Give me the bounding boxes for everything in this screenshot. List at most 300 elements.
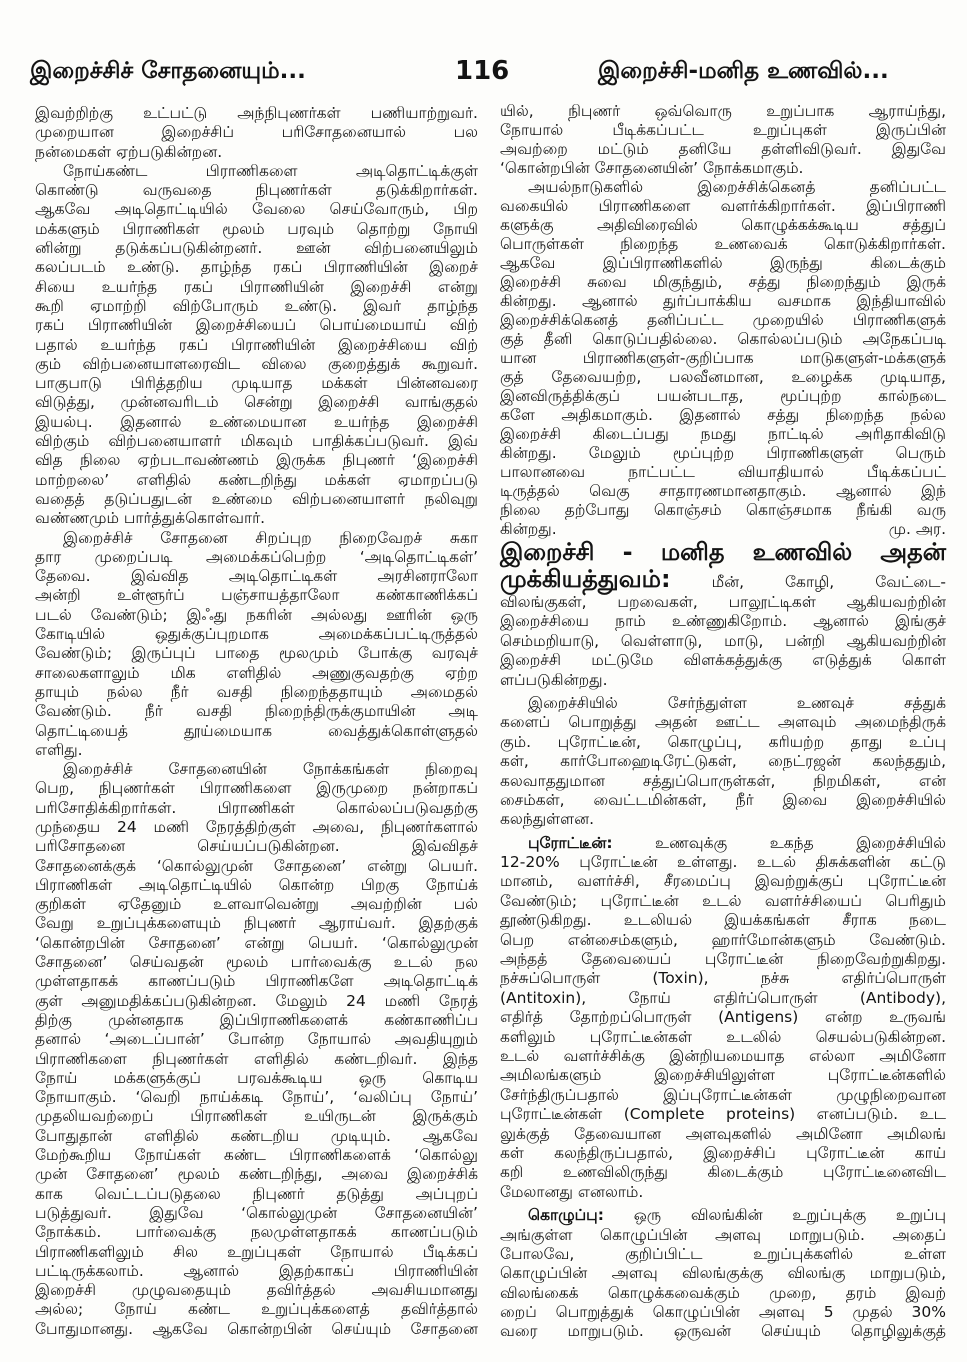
text-line xyxy=(35,972,478,991)
line-text xyxy=(35,567,478,586)
author-initials: மு. அர. xyxy=(888,520,946,538)
line-content: கறி உணவிலிருந்து கிடைக்கும் புரோட்டீனைவிட xyxy=(500,1163,946,1182)
line-content: கொண்டு வருவதை நிபுணர்கள் தடுக்கிறார்கள். xyxy=(35,181,478,200)
text-line xyxy=(35,914,478,933)
line-content: அல்ல; நோய் கண்ட உறுப்புக்களைத் தவிர்த்தால் xyxy=(35,1300,478,1319)
text-line xyxy=(500,950,946,969)
text-line xyxy=(500,482,946,501)
line-text xyxy=(35,1107,478,1126)
line-content: தார முறைப்படி அமைக்கப்பெற்ற ‘அடிதொட்டிகள்’ xyxy=(35,547,478,566)
line-content: நோய் மக்களுக்குப் பரவக்கூடிய ஒரு கொடிய xyxy=(35,1068,478,1087)
line-content: இறைச்சி முழுவதையும் தவிர்த்தல் அவசியமானது xyxy=(35,1281,478,1300)
text-line xyxy=(35,1204,478,1223)
text-line xyxy=(35,297,478,316)
line-text xyxy=(528,1206,946,1225)
run-in-heading: புரோட்டீன்: xyxy=(528,833,613,852)
line-content: கலப்படம் உண்டு. தாழ்ந்த ரகப் பிராணியின் இறைச் xyxy=(35,258,478,277)
text-line xyxy=(500,121,946,140)
text-line xyxy=(35,393,478,412)
text-line xyxy=(500,632,946,651)
line-content: அயல்நாடுகளில் இறைச்சிக்கெனத் தனிப்பட்ட xyxy=(528,178,946,196)
text-line xyxy=(35,702,478,721)
line-text xyxy=(35,548,478,567)
line-content: இறைச்சி சுவை மிகுந்தும், சத்து நிறைந்தும் இருக் xyxy=(500,273,946,291)
text-line xyxy=(35,722,478,741)
text-line xyxy=(35,258,478,277)
line-content: ரகப் பிராணியின் இறைச்சியைப் பொய்மையாய் விற் xyxy=(35,316,478,335)
text-line xyxy=(500,989,946,1008)
text-line xyxy=(35,1088,478,1107)
line-content: வேறு உறுப்புக்களையும் நிபுணர் ஆராய்வர். இதற்குக் xyxy=(35,914,478,933)
line-text xyxy=(500,593,946,612)
line-text xyxy=(500,950,946,969)
line-text xyxy=(500,1163,946,1182)
line-text xyxy=(35,992,478,1011)
text-line xyxy=(500,387,946,406)
paragraph xyxy=(35,104,478,162)
line-text xyxy=(35,393,478,412)
line-content: பெற, நிபுணர்கள் பிராணிகளை இருமுறை நன்றாகப் xyxy=(35,779,478,798)
line-text xyxy=(63,529,478,548)
section-heading-text: இறைச்சி - மனித உணவில் அதன் xyxy=(500,538,946,566)
line-text xyxy=(500,1264,946,1283)
line-text xyxy=(500,444,946,463)
line-content: யில், நிபுணர் ஒவ்வொரு உறுப்பாக ஆராய்ந்து, xyxy=(500,102,946,120)
line-content: மானம், வளர்ச்சி, சீரமைப்பு இவற்றுக்குப் புரோட்டீன் xyxy=(500,872,946,891)
line-text xyxy=(500,159,803,178)
text-line xyxy=(500,1303,946,1322)
text-line xyxy=(35,1281,478,1300)
text-line xyxy=(35,1165,478,1184)
line-text xyxy=(35,818,478,837)
line-text xyxy=(500,1008,946,1027)
line-text xyxy=(35,490,478,509)
line-content: நோயாகும். ‘வெறி நாய்க்கடி நோய்’, ‘வலிப்பு நோய்’ xyxy=(35,1088,478,1107)
line-text xyxy=(500,1226,946,1245)
line-content: அவற்றை மட்டும் தனியே தள்ளிவிடுவர். இதுவே xyxy=(500,140,946,158)
text-line xyxy=(35,625,478,644)
text-line xyxy=(35,741,478,760)
text-line xyxy=(35,471,478,490)
line-text xyxy=(35,374,478,393)
text-line xyxy=(500,969,946,988)
text-line xyxy=(500,425,946,444)
line-content: படல் வேண்டும்; இஃது நகரின் அல்லது ஊரின் ஒரு xyxy=(35,605,478,624)
text-line xyxy=(35,1011,478,1030)
paragraph xyxy=(500,1206,946,1342)
text-line xyxy=(500,406,946,425)
line-content: புரோட்டீன்கள் (Complete proteins) எனப்படும். உட xyxy=(500,1105,946,1124)
line-content: கலவாததுமான சத்துப்பொருள்கள், நிறமிகள், என் xyxy=(500,771,946,790)
text-line xyxy=(35,355,478,374)
text-line xyxy=(500,1066,946,1085)
line-text xyxy=(35,239,478,258)
text-line xyxy=(500,1105,946,1124)
line-content: சேர்ந்திருப்பதால் இப்புரோட்டீன்கள் முழுநிறைவான xyxy=(500,1085,946,1104)
line-content: சோதனை’ செய்வதன் மூலம் பார்வைக்கு உடல் நல xyxy=(35,953,478,972)
line-text xyxy=(35,278,478,297)
line-content: இறைச்சிச் சோதனையின் நோக்கங்கள் நிறைவு xyxy=(63,760,478,779)
left-column xyxy=(35,104,478,1339)
text-line xyxy=(500,1163,946,1182)
line-content: இறைச்சியை நாம் உண்ணுகிறோம். ஆனால் இங்குச் xyxy=(500,612,946,631)
paragraph xyxy=(500,178,946,539)
line-content: வேண்டும்; புரோட்டீன் உடல் வளர்ச்சியைப் பெரிதும் xyxy=(500,891,946,910)
text-line xyxy=(500,810,946,829)
line-text xyxy=(500,463,946,482)
line-text xyxy=(500,102,946,121)
line-text xyxy=(500,235,946,254)
line-text xyxy=(500,1322,946,1341)
text-line xyxy=(35,1146,478,1165)
text-line xyxy=(35,278,478,297)
text-line xyxy=(500,1206,946,1225)
line-text xyxy=(500,713,946,732)
line-text xyxy=(500,752,946,771)
text-line xyxy=(500,216,946,235)
text-line xyxy=(35,857,478,876)
text-line xyxy=(500,593,946,612)
section-heading xyxy=(500,539,946,566)
line-text xyxy=(35,1262,478,1281)
line-text xyxy=(500,482,946,501)
text-line xyxy=(35,451,478,470)
line-text xyxy=(500,810,594,829)
line-content: நச்சுப்பொருள் (Toxin), நச்சு எதிர்ப்பொருள் xyxy=(500,969,946,988)
line-content: முறையான இறைச்சிப் பரிசோதனையால் பல xyxy=(35,123,478,142)
line-text xyxy=(500,1047,946,1066)
line-text xyxy=(35,953,478,972)
line-content: தாயும் நல்ல நீர் வசதி நிறைந்ததாயும் அமைதல் xyxy=(35,682,478,701)
line-content: வதைத் தடுப்பதுடன் உண்மை விற்பனையாளர் நலிவுறு xyxy=(35,489,478,508)
text-line xyxy=(500,1226,946,1245)
run-in-heading: கொழுப்பு: xyxy=(528,1206,604,1225)
text-line xyxy=(35,548,478,567)
text-line xyxy=(35,239,478,258)
line-text xyxy=(35,895,478,914)
text-line xyxy=(35,837,478,856)
paragraph xyxy=(500,102,946,178)
line-text xyxy=(63,760,478,779)
line-text xyxy=(35,200,478,219)
line-content: சாலைகளாலும் மிக எளிதில் அணுகுவதற்கு ஏற்ற xyxy=(35,663,478,682)
line-text xyxy=(500,1125,946,1144)
line-content: கோடியில் ஒதுக்குப்புறமாக அமைக்கப்பட்டிருத்தல் xyxy=(35,625,478,644)
line-text xyxy=(500,1303,946,1322)
line-content: கின்றது. மேலும் மூப்புற்ற பிராணிகளுள் பெரும் xyxy=(500,444,946,462)
line-text xyxy=(35,1050,478,1069)
line-text xyxy=(500,292,946,311)
line-text xyxy=(500,733,946,752)
text-line xyxy=(500,444,946,463)
line-text xyxy=(500,1028,946,1047)
paragraph xyxy=(35,162,478,529)
line-content: களைப் பொறுத்து அதன் ஊட்ட அளவும் அமைந்திருக் xyxy=(500,713,946,732)
line-content: இயல்பு. இதனால் உண்மையான உயர்ந்த இறைச்சி xyxy=(35,412,478,431)
line-text xyxy=(35,799,478,818)
text-line xyxy=(35,509,478,528)
line-text xyxy=(500,197,946,216)
text-line xyxy=(35,1320,478,1339)
line-content: குத் தீனி கொடுப்பதில்லை. கொல்லப்படும் அநேகப்படி xyxy=(500,330,946,348)
text-line xyxy=(500,292,946,311)
text-line xyxy=(500,713,946,732)
text-line xyxy=(500,1264,946,1283)
line-content: ஆகவே இப்பிராணிகளில் இருந்து கிடைக்கும் xyxy=(500,254,946,272)
line-content: இறைச்சிக்கெனத் தனிப்பட்ட முறையில் பிராணிகளுக் xyxy=(500,311,946,329)
line-content: பிராணிகளை நிபுணர்கள் எளிதில் கண்டறிவர். இந்த xyxy=(35,1049,478,1068)
line-text xyxy=(500,853,946,872)
line-content: போலவே, குறிப்பிட்ட உறுப்புக்களில் உள்ள xyxy=(500,1244,946,1263)
line-text xyxy=(500,931,946,950)
text-line xyxy=(35,1185,478,1204)
text-line xyxy=(500,254,946,273)
line-text xyxy=(35,355,478,374)
line-text xyxy=(35,586,478,605)
line-content: முந்தைய 24 மணி நேரத்திற்குள் அவை, நிபுணர்களால் xyxy=(35,817,478,836)
line-content: பிராணிகள் அடிதொட்டியில் கொன்ற பிறகு நோய்க் xyxy=(35,875,478,894)
line-text xyxy=(35,258,478,277)
line-content: களே அதிகமாகும். இதனால் சத்து நிறைந்த நல்ல xyxy=(500,406,946,424)
line-content: நோயால் பீடிக்கப்பட்ட உறுப்புகள் இருப்பின் xyxy=(500,121,946,139)
line-text xyxy=(35,625,478,644)
line-text xyxy=(35,741,83,760)
line-text xyxy=(35,934,478,953)
line-content: கலந்துள்ளன. xyxy=(500,810,595,829)
paragraph xyxy=(500,694,946,830)
right-column xyxy=(500,102,946,1342)
line-content: 12-20% புரோட்டீன் உள்ளது. உடல் திசுக்களின் கட்டு xyxy=(500,853,946,872)
line-content: சியை உயர்ந்த ரகப் பிராணியின் இறைச்சி என்று xyxy=(35,277,478,296)
text-line xyxy=(35,683,478,702)
line-text xyxy=(35,1204,478,1223)
line-content: முதலியவற்றைப் பிராணிகள் உயிருடன் இருக்கும் xyxy=(35,1107,478,1126)
line-text xyxy=(35,972,478,991)
line-content: றைப் பொறுத்துக் கொழுப்பின் அளவு 5 முதல் 30% xyxy=(500,1303,946,1322)
text-line xyxy=(35,1243,478,1262)
text-line xyxy=(500,1245,946,1264)
text-line xyxy=(35,413,478,432)
text-line xyxy=(500,330,946,349)
text-line xyxy=(500,1183,946,1202)
line-content: வகையில் பிராணிகளை வளர்க்கிறார்கள். இப்பிராணி xyxy=(500,197,946,215)
text-line xyxy=(500,911,946,930)
text-line xyxy=(35,529,478,548)
line-text xyxy=(500,254,946,273)
text-line xyxy=(500,349,946,368)
text-line xyxy=(35,336,478,355)
line-text xyxy=(35,104,478,123)
text-line xyxy=(35,760,478,779)
line-text xyxy=(500,566,946,596)
line-text xyxy=(35,1069,478,1088)
line-text xyxy=(500,1105,946,1124)
text-line xyxy=(35,374,478,393)
line-text xyxy=(500,425,946,444)
line-text xyxy=(500,368,946,387)
line-text xyxy=(35,837,478,856)
line-content: கும். புரோட்டீன், கொழுப்பு, கரியற்ற தாது உப்பு xyxy=(500,732,946,751)
text-line xyxy=(500,178,946,197)
line-content: குள் அனுமதிக்கப்படுகின்றன. மேலும் 24 மணி நேரத் xyxy=(35,991,478,1010)
text-line xyxy=(500,501,946,520)
line-text xyxy=(35,702,478,721)
text-line xyxy=(35,162,478,181)
text-line xyxy=(500,566,946,593)
line-content: சைம்கள், வைட்டமின்கள், நீர் இவை இறைச்சியில் xyxy=(500,790,946,809)
line-text xyxy=(528,694,946,713)
line-content: வித நிலை ஏற்படாவண்ணம் இருக்க நிபுணர் ‘இறைச்சி xyxy=(35,451,478,470)
line-text xyxy=(35,220,478,239)
line-content: பிராணிகளிலும் சில உறுப்புகள் நோயால் பீடிக்கப் xyxy=(35,1242,478,1261)
line-content: பட்டிருக்கலாம். ஆனால் இதற்காகப் பிராணியின் xyxy=(35,1261,478,1280)
line-text xyxy=(63,162,478,181)
text-line xyxy=(35,1300,478,1319)
line-content: எளிது. xyxy=(35,740,83,759)
text-line xyxy=(500,311,946,330)
line-text xyxy=(500,520,557,539)
line-text xyxy=(500,969,946,988)
text-line xyxy=(500,1322,946,1341)
text-line xyxy=(500,872,946,891)
text-line xyxy=(500,752,946,771)
line-content: மாற்றலை’ எளிதில் கண்டறிந்து மக்கள் ஏமாறப்படு xyxy=(35,470,478,489)
line-content: காக வெட்டப்படுதலை நிபுணர் தடுத்து அப்புறப் xyxy=(35,1184,478,1203)
line-text xyxy=(35,413,478,432)
line-content: முன் சோதனை’ மூலம் கண்டறிந்து, அவை இறைச்சிக் xyxy=(35,1165,478,1184)
line-content: குறிகள் ஏதேனும் உளவாவென்று அவற்றின் பல் xyxy=(35,895,478,914)
text-line xyxy=(35,992,478,1011)
text-line xyxy=(35,181,478,200)
line-content: வரை மாறுபடும். ஒருவன் செய்யும் தொழிலுக்குத் xyxy=(500,1322,946,1341)
line-content: திற்கு முன்னதாக இப்பிராணிகளைக் கண்காணிப்ப xyxy=(35,1010,478,1029)
line-content: கள், கார்போஹைடிரேட்டுகள், நைட்ரஜன் கலந்ததும், xyxy=(500,752,946,771)
line-text xyxy=(35,1320,478,1339)
line-content: பாலானவை நாட்பட்ட வியாதியால் பீடிக்கப்பட் xyxy=(500,463,946,481)
line-content: இனவிருத்திக்குப் பயன்படாத, மூப்புற்ற கால்நடை xyxy=(500,387,946,405)
line-content: பரிசோதனை செய்யப்படுகின்றன. இவ்விதச் xyxy=(35,837,478,856)
text-line xyxy=(500,235,946,254)
line-content: இறைச்சி மட்டுமே விளக்கத்துக்கு எடுத்துக் கொள் xyxy=(500,651,946,670)
line-content: பாகுபாடு பிரித்தறிய முடியாத மக்கள் பின்னவரை xyxy=(35,374,478,393)
text-line xyxy=(35,779,478,798)
line-content: களிலும் புரோட்டீன்கள் உடலில் செயல்படுகின்றன. xyxy=(500,1027,946,1046)
line-text xyxy=(35,1165,478,1184)
text-line xyxy=(500,1086,946,1105)
page-number: 116 xyxy=(455,56,510,86)
line-text xyxy=(35,1185,478,1204)
line-content: கொழுப்பின் அளவு விலங்குக்கு விலங்கு மாறுபடும், xyxy=(500,1264,946,1283)
line-content: கின்றது. ஆனால் துர்ப்பாக்கிய வசமாக இந்தியாவில் xyxy=(500,292,946,310)
line-content: கள் கலந்திருப்பதால், இறைச்சிப் புரோட்டீன் காய் xyxy=(500,1143,946,1162)
text-line xyxy=(35,1030,478,1049)
text-line xyxy=(500,1028,946,1047)
line-text xyxy=(500,791,946,810)
line-text xyxy=(500,1245,946,1264)
text-line xyxy=(500,463,946,482)
line-content: தேவை. இவ்வித அடிதொட்டிகள் அரசினராலோ xyxy=(35,567,478,586)
line-text xyxy=(35,432,478,451)
line-text xyxy=(35,297,478,316)
line-content: அங்குள்ள கொழுப்பின் அளவு மாறுபடும். அதைப் xyxy=(500,1225,946,1244)
line-text xyxy=(35,1300,478,1319)
text-line xyxy=(500,853,946,872)
text-line xyxy=(35,432,478,451)
text-line xyxy=(35,567,478,586)
line-text xyxy=(35,451,478,470)
paragraph xyxy=(500,566,946,690)
text-line xyxy=(35,490,478,509)
line-text xyxy=(35,1011,478,1030)
text-line xyxy=(35,664,478,683)
line-text xyxy=(500,612,946,631)
text-line xyxy=(500,612,946,631)
text-line xyxy=(500,1047,946,1066)
line-text xyxy=(35,1146,478,1165)
line-text xyxy=(500,121,946,140)
line-text xyxy=(500,911,946,930)
line-content: தொட்டியைத் தூய்மையாக வைத்துக்கொள்ளுதல் xyxy=(35,721,478,740)
line-text xyxy=(35,1030,478,1049)
text-line xyxy=(35,953,478,972)
text-line xyxy=(500,1284,946,1303)
paragraph xyxy=(500,834,946,1202)
line-content: மேலானது எனலாம். xyxy=(500,1182,644,1201)
line-text xyxy=(500,1144,946,1163)
text-line xyxy=(35,200,478,219)
text-line xyxy=(500,694,946,713)
section-body xyxy=(500,566,946,1342)
line-text xyxy=(35,722,478,741)
section-heading-lead: முக்கியத்துவம்: xyxy=(500,565,671,593)
line-content: (Antitoxin), நோய் எதிர்ப்பொருள் (Antibody), xyxy=(500,988,946,1007)
line-text xyxy=(35,123,478,142)
text-line xyxy=(500,102,946,121)
line-content: பொருள்கள் நிறைந்த உணவைக் கொடுக்கிறார்கள். xyxy=(500,235,946,253)
line-text xyxy=(35,1243,478,1262)
line-content: வேண்டும். நீர் வசதி நிறைந்திருக்குமாயின் அடி xyxy=(35,702,478,721)
text-line xyxy=(35,586,478,605)
line-content: நிலை தற்போது கொஞ்சம் கொஞ்சமாக நீங்கி வரு xyxy=(500,501,946,519)
line-text xyxy=(35,914,478,933)
line-content: நோக்கம். பார்வைக்கு நலமுள்ளதாகக் காணப்படும் xyxy=(35,1223,478,1242)
line-content: விலங்கைக் கொழுக்கவைக்கும் முறை, தரம் இவற் xyxy=(500,1283,946,1302)
text-line xyxy=(35,818,478,837)
line-content: இவற்றிற்கு உட்பட்டு அந்நிபுணர்கள் பணியாற்றுவர். xyxy=(35,104,478,122)
text-line xyxy=(35,606,478,625)
line-text xyxy=(500,273,946,292)
line-text xyxy=(500,387,946,406)
line-content: விற்கும் விற்பனையாளர் மிகவும் பாதிக்கப்படுவர். இவ் xyxy=(35,432,478,451)
line-content: போதுமானது. ஆகவே கொன்றபின் செய்யும் சோதனை xyxy=(35,1319,478,1338)
line-content: இறைச்சி கிடைப்பது நமது நாட்டில் அரிதாகிவிடு xyxy=(500,425,946,443)
line-content: லுக்குத் தேவையான அளவுகளில் அமினோ அமிலங் xyxy=(500,1124,946,1143)
text-line xyxy=(35,1262,478,1281)
line-text xyxy=(35,181,478,200)
text-line xyxy=(500,368,946,387)
text-line xyxy=(35,1223,478,1242)
line-content: மீன், கோழி, வேட்டை- xyxy=(711,573,946,591)
text-line xyxy=(500,1125,946,1144)
line-text xyxy=(500,406,946,425)
line-text xyxy=(500,989,946,1008)
line-content: விலங்குகள், பறவைகள், பாலூட்டிகள் ஆகியவற்றின் xyxy=(500,593,946,611)
line-content: வண்ணமும் பார்த்துக்கொள்வார். xyxy=(35,509,266,528)
article-end xyxy=(500,102,946,539)
line-text xyxy=(35,664,478,683)
text-line xyxy=(500,140,946,159)
text-line xyxy=(35,143,478,162)
